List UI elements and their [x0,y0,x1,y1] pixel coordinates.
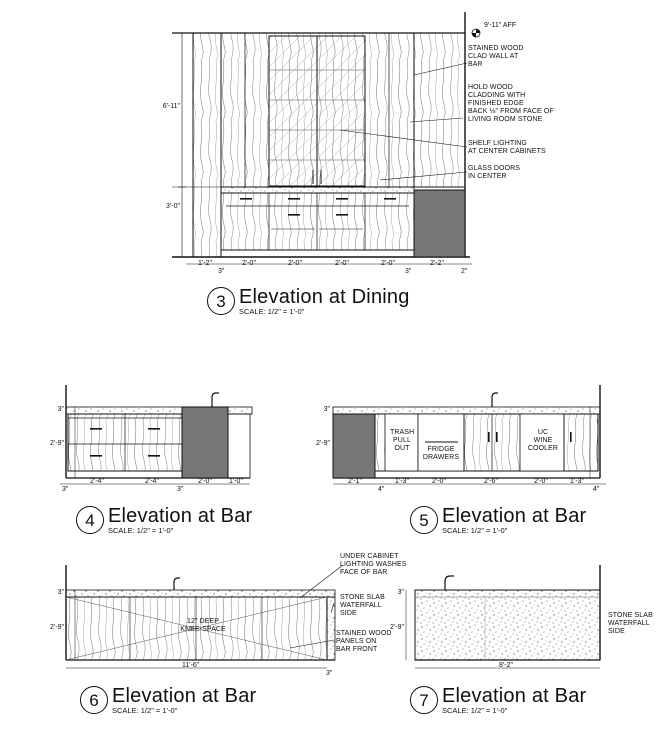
elev7-scale: SCALE: 1/2" = 1'-0" [442,706,508,715]
elev4-title: Elevation at Bar [108,505,253,527]
elev3-scale: SCALE: 1/2" = 1'-0" [239,307,305,316]
elev5-title-block [410,506,586,535]
elev3-dim-8: 2'-2" [430,260,444,267]
elev7-dim-length: 8'-2" [499,662,513,669]
elev3-dim-6: 2'-0" [381,260,395,267]
elev4-scale: SCALE: 1/2" = 1'-0" [108,526,174,535]
elev3-title: Elevation at Dining [239,286,410,308]
elev7-note-stone-slab: STONE SLAB WATERFALL SIDE [608,612,653,635]
elev6-title: Elevation at Bar [112,685,257,707]
elev4-height-main: 2'-9" [50,440,64,447]
elev6-height-main: 2'-9" [50,624,64,631]
elev5-height-top: 3" [323,406,330,413]
elev7-height-main: 2'-9" [390,624,404,631]
elevation-6-drawing [66,565,343,668]
elevation-5-drawing [333,385,606,484]
elev4-dim-2: 2'-4" [90,478,104,485]
elev3-dim-5: 2'-0" [335,260,349,267]
elev4-dim-4: 3" [177,486,184,493]
elev5-dim-4: 2'-0" [432,478,446,485]
aff-marker: 9'-11" AFF [484,22,517,29]
elev5-label-wine: UC WINE COOLER [527,429,559,452]
elev3-dim-2: 3" [218,268,225,275]
elev5-dim-1: 2'-1" [348,478,362,485]
elevation-4-drawing [60,385,252,484]
elev6-dim-side: 3" [326,670,333,677]
elev4-height-top: 3" [57,406,64,413]
elev3-dim-3: 2'-0" [242,260,256,267]
elev3-height-upper: 6'-11" [162,103,180,110]
elev5-label-trash: TRASH PULL OUT [390,429,415,452]
elev5-dim-6: 2'-0" [534,478,548,485]
elev6-scale: SCALE: 1/2" = 1'-0" [112,706,178,715]
elev5-title: Elevation at Bar [442,505,587,527]
elev3-dim-1: 1'-2" [198,260,212,267]
elev4-dim-6: 1'-0" [229,478,243,485]
elev3-number-bubble: 3 [207,287,235,315]
elev3-note-shelf-lighting: SHELF LIGHTING AT CENTER CABINETS [468,140,546,155]
elev5-dim-3: 1'-3" [395,478,409,485]
elev4-number-bubble: 4 [76,506,104,534]
elev4-dim-1: 3" [62,486,69,493]
elev7-number-bubble: 7 [410,686,438,714]
elev6-title-block [80,686,256,715]
elev5-dim-8: 4" [593,486,600,493]
elev6-dim-length: 11'-6" [182,662,200,669]
elev3-note-hold-cladding: HOLD WOOD CLADDING WITH FINISHED EDGE BACK ⅛" FROM FACE OF LIVING ROOM STONE [468,84,554,123]
elev7-height-top: 3" [397,589,404,596]
elev5-dim-2: 4" [378,486,385,493]
elev6-note-wood-panels: STAINED WOOD PANELS ON BAR FRONT [336,630,392,653]
elevation-3-drawing [172,12,480,264]
elev3-title-block [207,287,410,316]
elev6-note-lighting: UNDER CABINET LIGHTING WASHES FACE OF BAR [340,553,407,576]
elev5-dim-7: 1'-3" [570,478,584,485]
elevation-7-drawing [406,565,600,668]
elev5-height-main: 2'-9" [316,440,330,447]
elev5-scale: SCALE: 1/2" = 1'-0" [442,526,508,535]
elev6-height-top: 3" [57,589,64,596]
elev7-title-block [410,686,586,715]
elev4-dim-5: 2'-0" [198,478,212,485]
elev3-dim-7: 3" [405,268,412,275]
elev6-note-stone-slab: STONE SLAB WATERFALL SIDE [340,594,385,617]
elev6-number-bubble: 6 [80,686,108,714]
elev5-label-fridge: FRIDGE DRAWERS [422,446,460,461]
elev5-dim-5: 2'-6" [484,478,498,485]
elev3-height-lower: 3'-0" [166,203,180,210]
elev4-title-block [76,506,252,535]
elev6-knee-space: 12" DEEP KNEE-SPACE [180,618,226,633]
elev3-dim-4: 2'-0" [288,260,302,267]
elev7-title: Elevation at Bar [442,685,587,707]
elev3-dim-9: 2" [461,268,468,275]
elev5-number-bubble: 5 [410,506,438,534]
elev3-note-wood-clad: STAINED WOOD CLAD WALL AT BAR [468,45,524,68]
elev4-dim-3: 2'-4" [145,478,159,485]
elev3-note-glass-doors: GLASS DOORS IN CENTER [468,165,521,180]
